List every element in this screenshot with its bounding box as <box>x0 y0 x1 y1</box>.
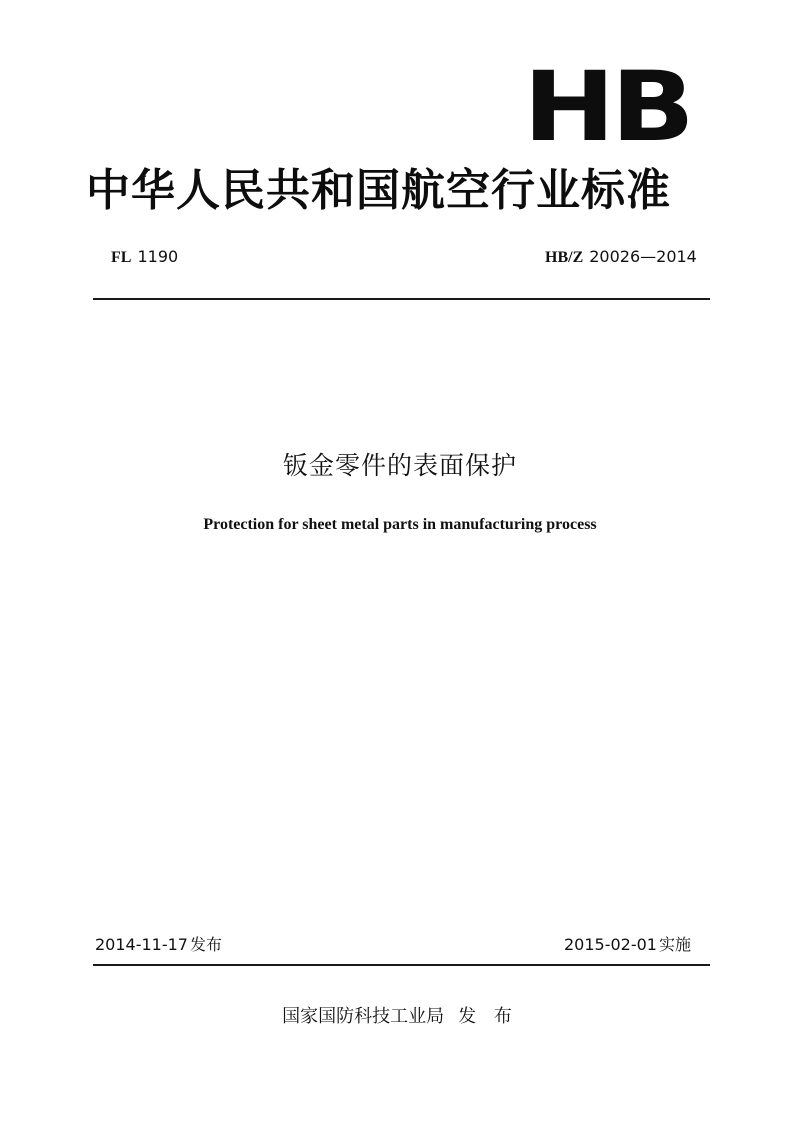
effective-label: 实施 <box>658 935 691 954</box>
standard-number-value: 20026—2014 <box>589 247 697 266</box>
document-title-en: Protection for sheet metal parts in manufacturing process <box>203 516 597 533</box>
effective-date <box>564 934 691 956</box>
top-divider <box>93 298 710 300</box>
issue-date <box>95 934 222 956</box>
classification-prefix: FL <box>111 249 132 266</box>
bottom-divider <box>93 964 710 966</box>
standard-category-title: 中华人民共和国航空行业标准 <box>86 165 671 216</box>
standard-prefix: HB/Z <box>545 249 584 266</box>
document-title-cn: 钣金零件的表面保护 <box>282 451 517 480</box>
issue-label: 发布 <box>189 935 222 954</box>
publisher-label: 发 布 <box>458 1006 518 1027</box>
classification-number: 1190 <box>137 247 179 266</box>
standard-number <box>545 247 697 268</box>
publisher-name: 国家国防科技工业局 <box>282 1006 445 1027</box>
hb-logo: HB <box>523 51 691 163</box>
classification-code <box>111 247 178 268</box>
effective-date-value: 2015-02-01 <box>564 935 657 954</box>
publisher <box>0 1004 800 1030</box>
issue-date-value: 2014-11-17 <box>95 935 188 954</box>
